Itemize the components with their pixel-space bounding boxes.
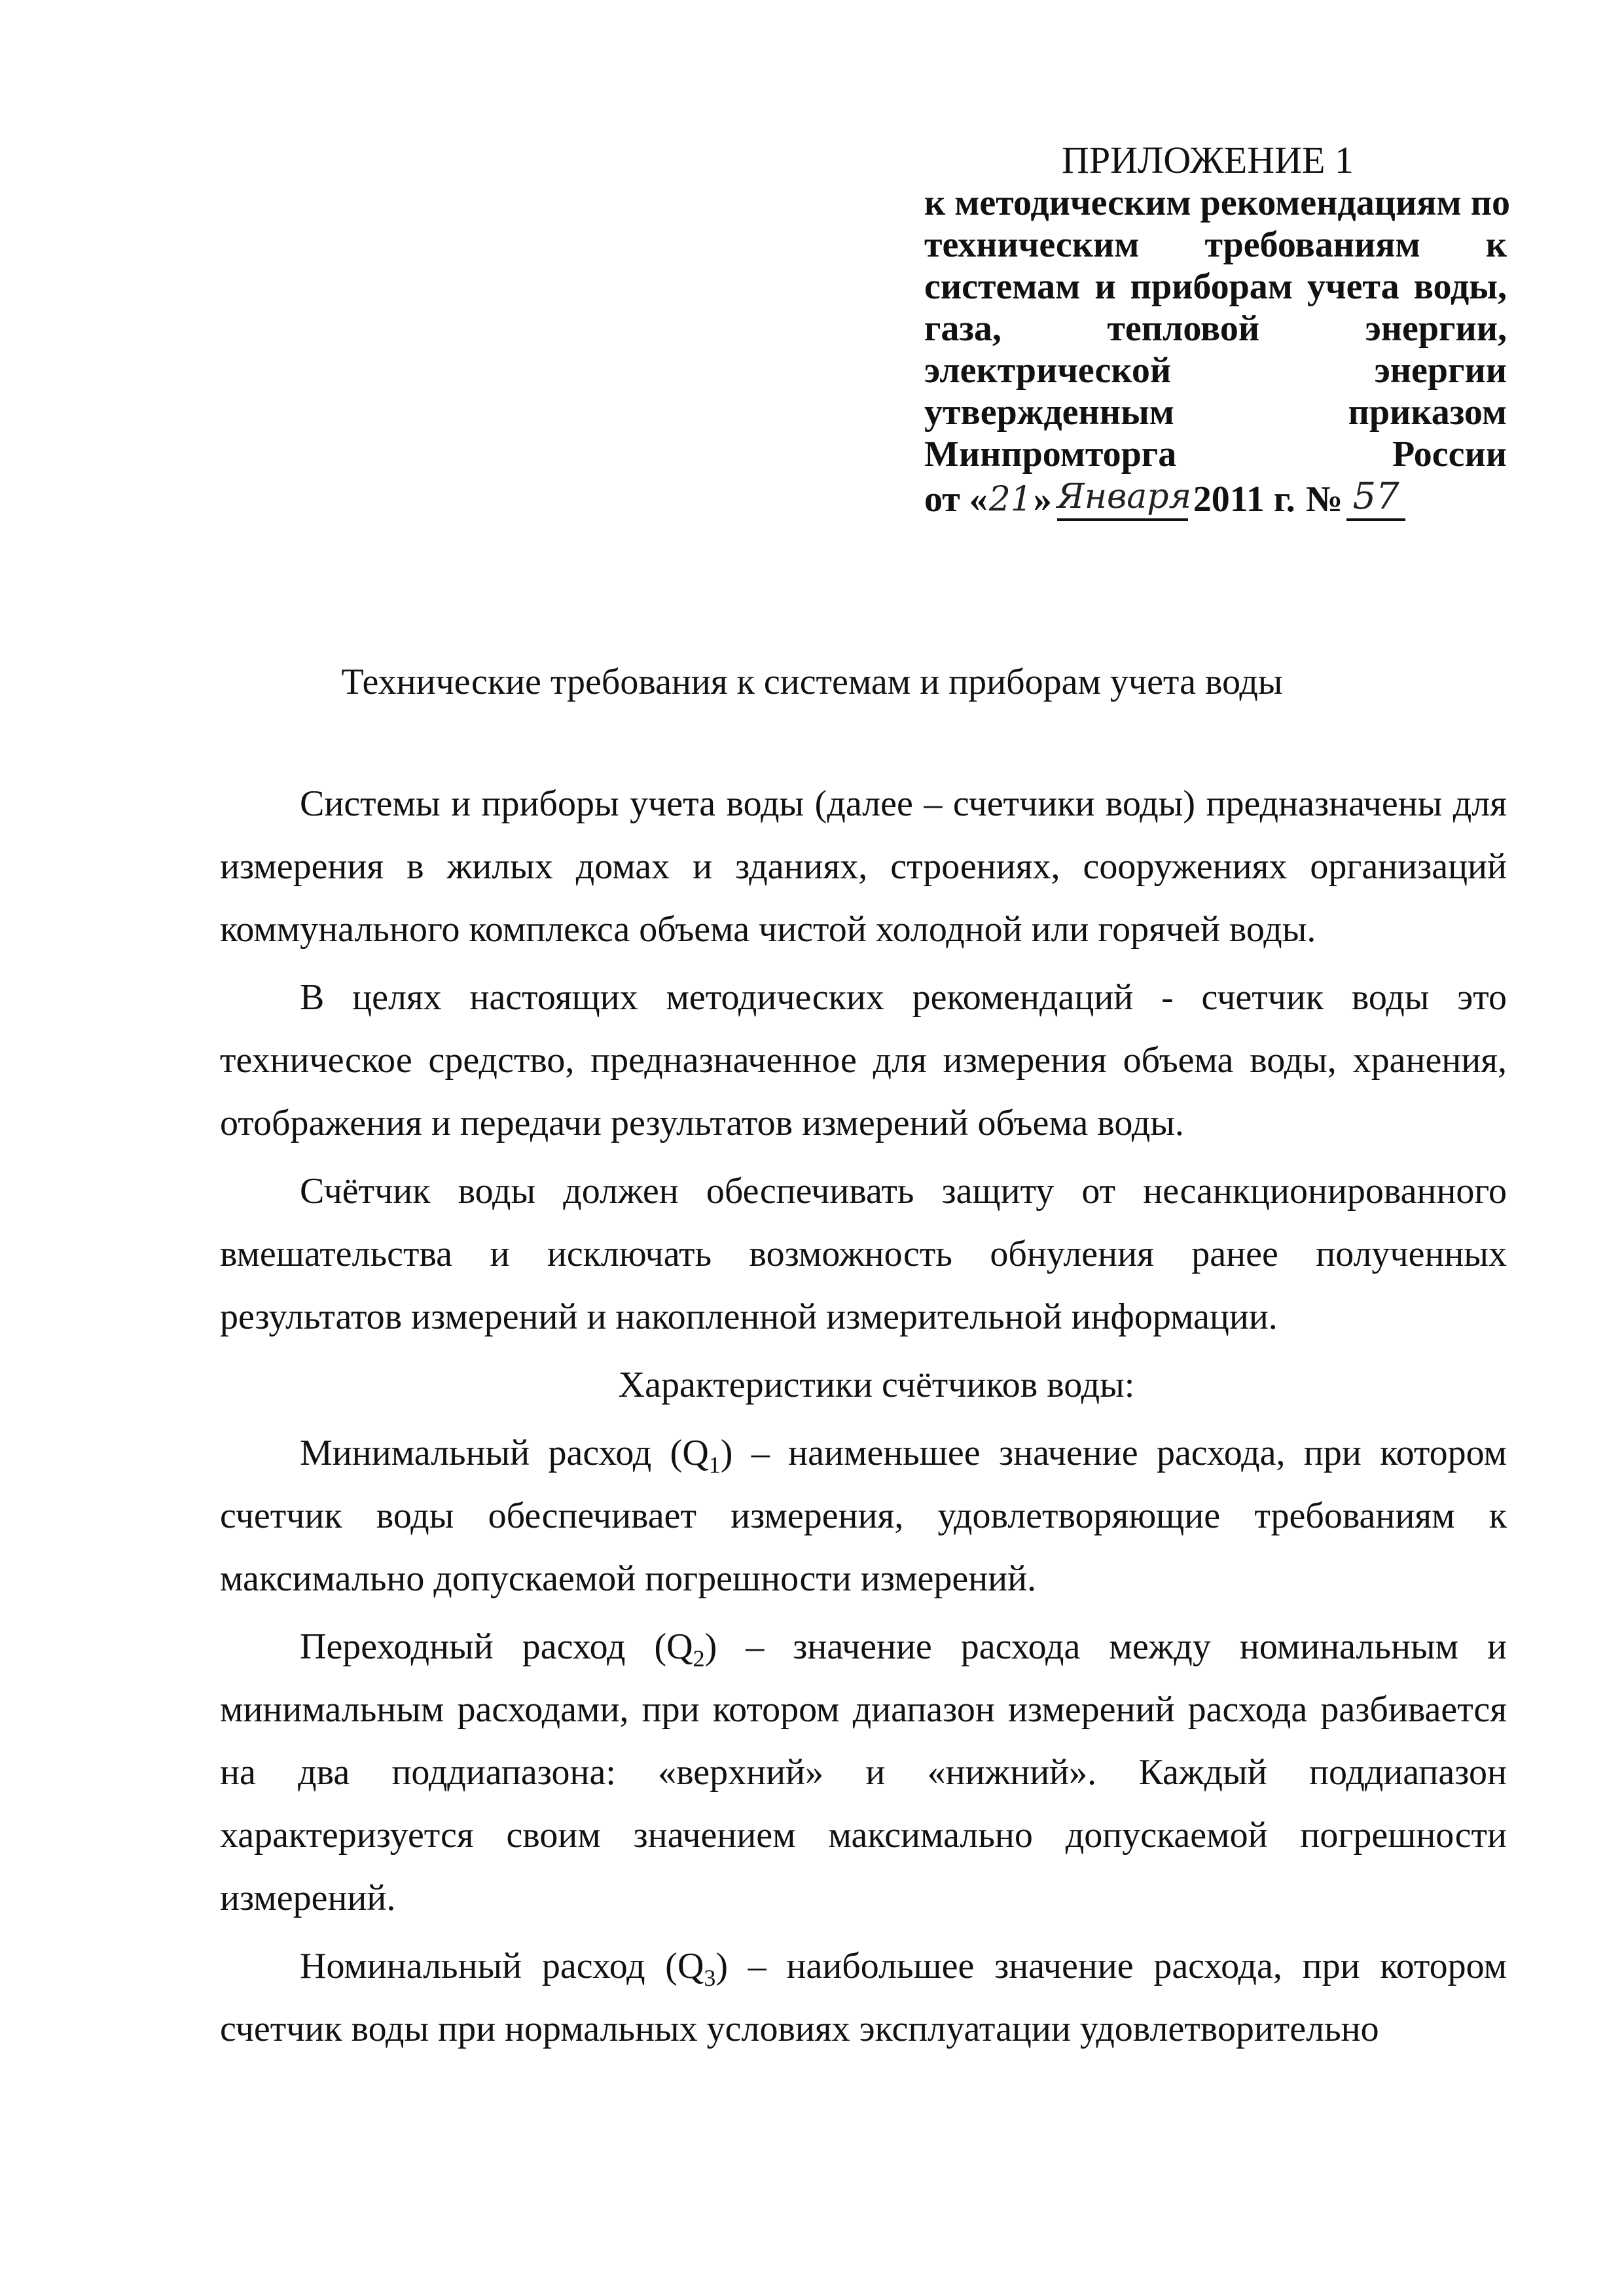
appendix-date [924,475,1507,521]
appendix-line: утвержденным приказом [924,392,1507,433]
paragraph: В целях настоящих методических рекомендаций - счетчик воды это техническое средство, предназначенное для измерения объема воды, хранения, отображения и передачи результатов измерений объема воды. [220,977,1507,1143]
definition-paragraph [220,1422,1507,1610]
open-quote: « [969,479,988,520]
definition-subscript: 1 [708,1452,721,1479]
handwritten-month: Января [1057,475,1188,521]
date-prefix: от [924,479,960,520]
definition-paragraph [220,1615,1507,1929]
number-sign: № [1305,479,1343,520]
section-subheading: Характеристики счётчиков воды: [618,1365,1135,1405]
close-quote: » [1033,479,1052,520]
definition-text: ) – наименьшее значение расхода, при котором счетчик воды обеспечивает измерения, удовлетворяющие требованиям к максимально допускаемой погрешности измерений. [220,1433,1507,1599]
definition-paragraph [220,1935,1507,2060]
appendix-title: ПРИЛОЖЕНИЕ 1 [1062,139,1354,181]
appendix-line: системам и приборам учета воды, [924,266,1507,307]
definition-subscript: 2 [693,1645,705,1672]
paragraph: Счётчик воды должен обеспечивать защиту от несанкционированного вмешательства и исключать возможность обнуления ранее полученных результатов измерений и накопленной измерительной информации. [220,1171,1507,1337]
definition-text: ) – значение расхода между номинальным и минимальным расходами, при котором диапазон измерений расхода разбивается на два поддиапазона: «верхний» и «нижний». Каждый поддиапазон характеризуется своим значением максимально допускаемой погрешности измерений. [220,1626,1507,1918]
appendix-line: Минпромторга России [924,434,1507,475]
appendix-header [924,139,1510,521]
definition-term: Номинальный расход (Q [300,1946,704,1986]
definition-text: ) – наибольшее значение расхода, при котором счетчик воды при нормальных условиях эксплуатации удовлетворительно [220,1946,1507,2049]
appendix-line: газа, тепловой энергии, [924,308,1507,349]
definition-subscript: 3 [704,1965,716,1992]
appendix-line: электрической энергии [924,350,1507,391]
handwritten-day: 21 [988,480,1032,519]
appendix-line: техническим требованиям к [924,224,1507,265]
appendix-line: к методическим рекомендациям по [924,183,1510,223]
paragraph: Системы и приборы учета воды (далее – счетчики воды) предназначены для измерения в жилых домах и зданиях, строениях, сооружениях организаций коммунального комплекса объема чистой холодной или горячей воды. [220,783,1507,950]
document-title: Технические требования к системам и приборам учета воды [341,662,1283,702]
date-year: 2011 г. [1193,479,1295,520]
definition-term: Минимальный расход (Q [300,1433,709,1473]
document-body [220,772,1507,2066]
handwritten-number: 57 [1346,475,1405,521]
definition-term: Переходный расход (Q [300,1626,693,1667]
